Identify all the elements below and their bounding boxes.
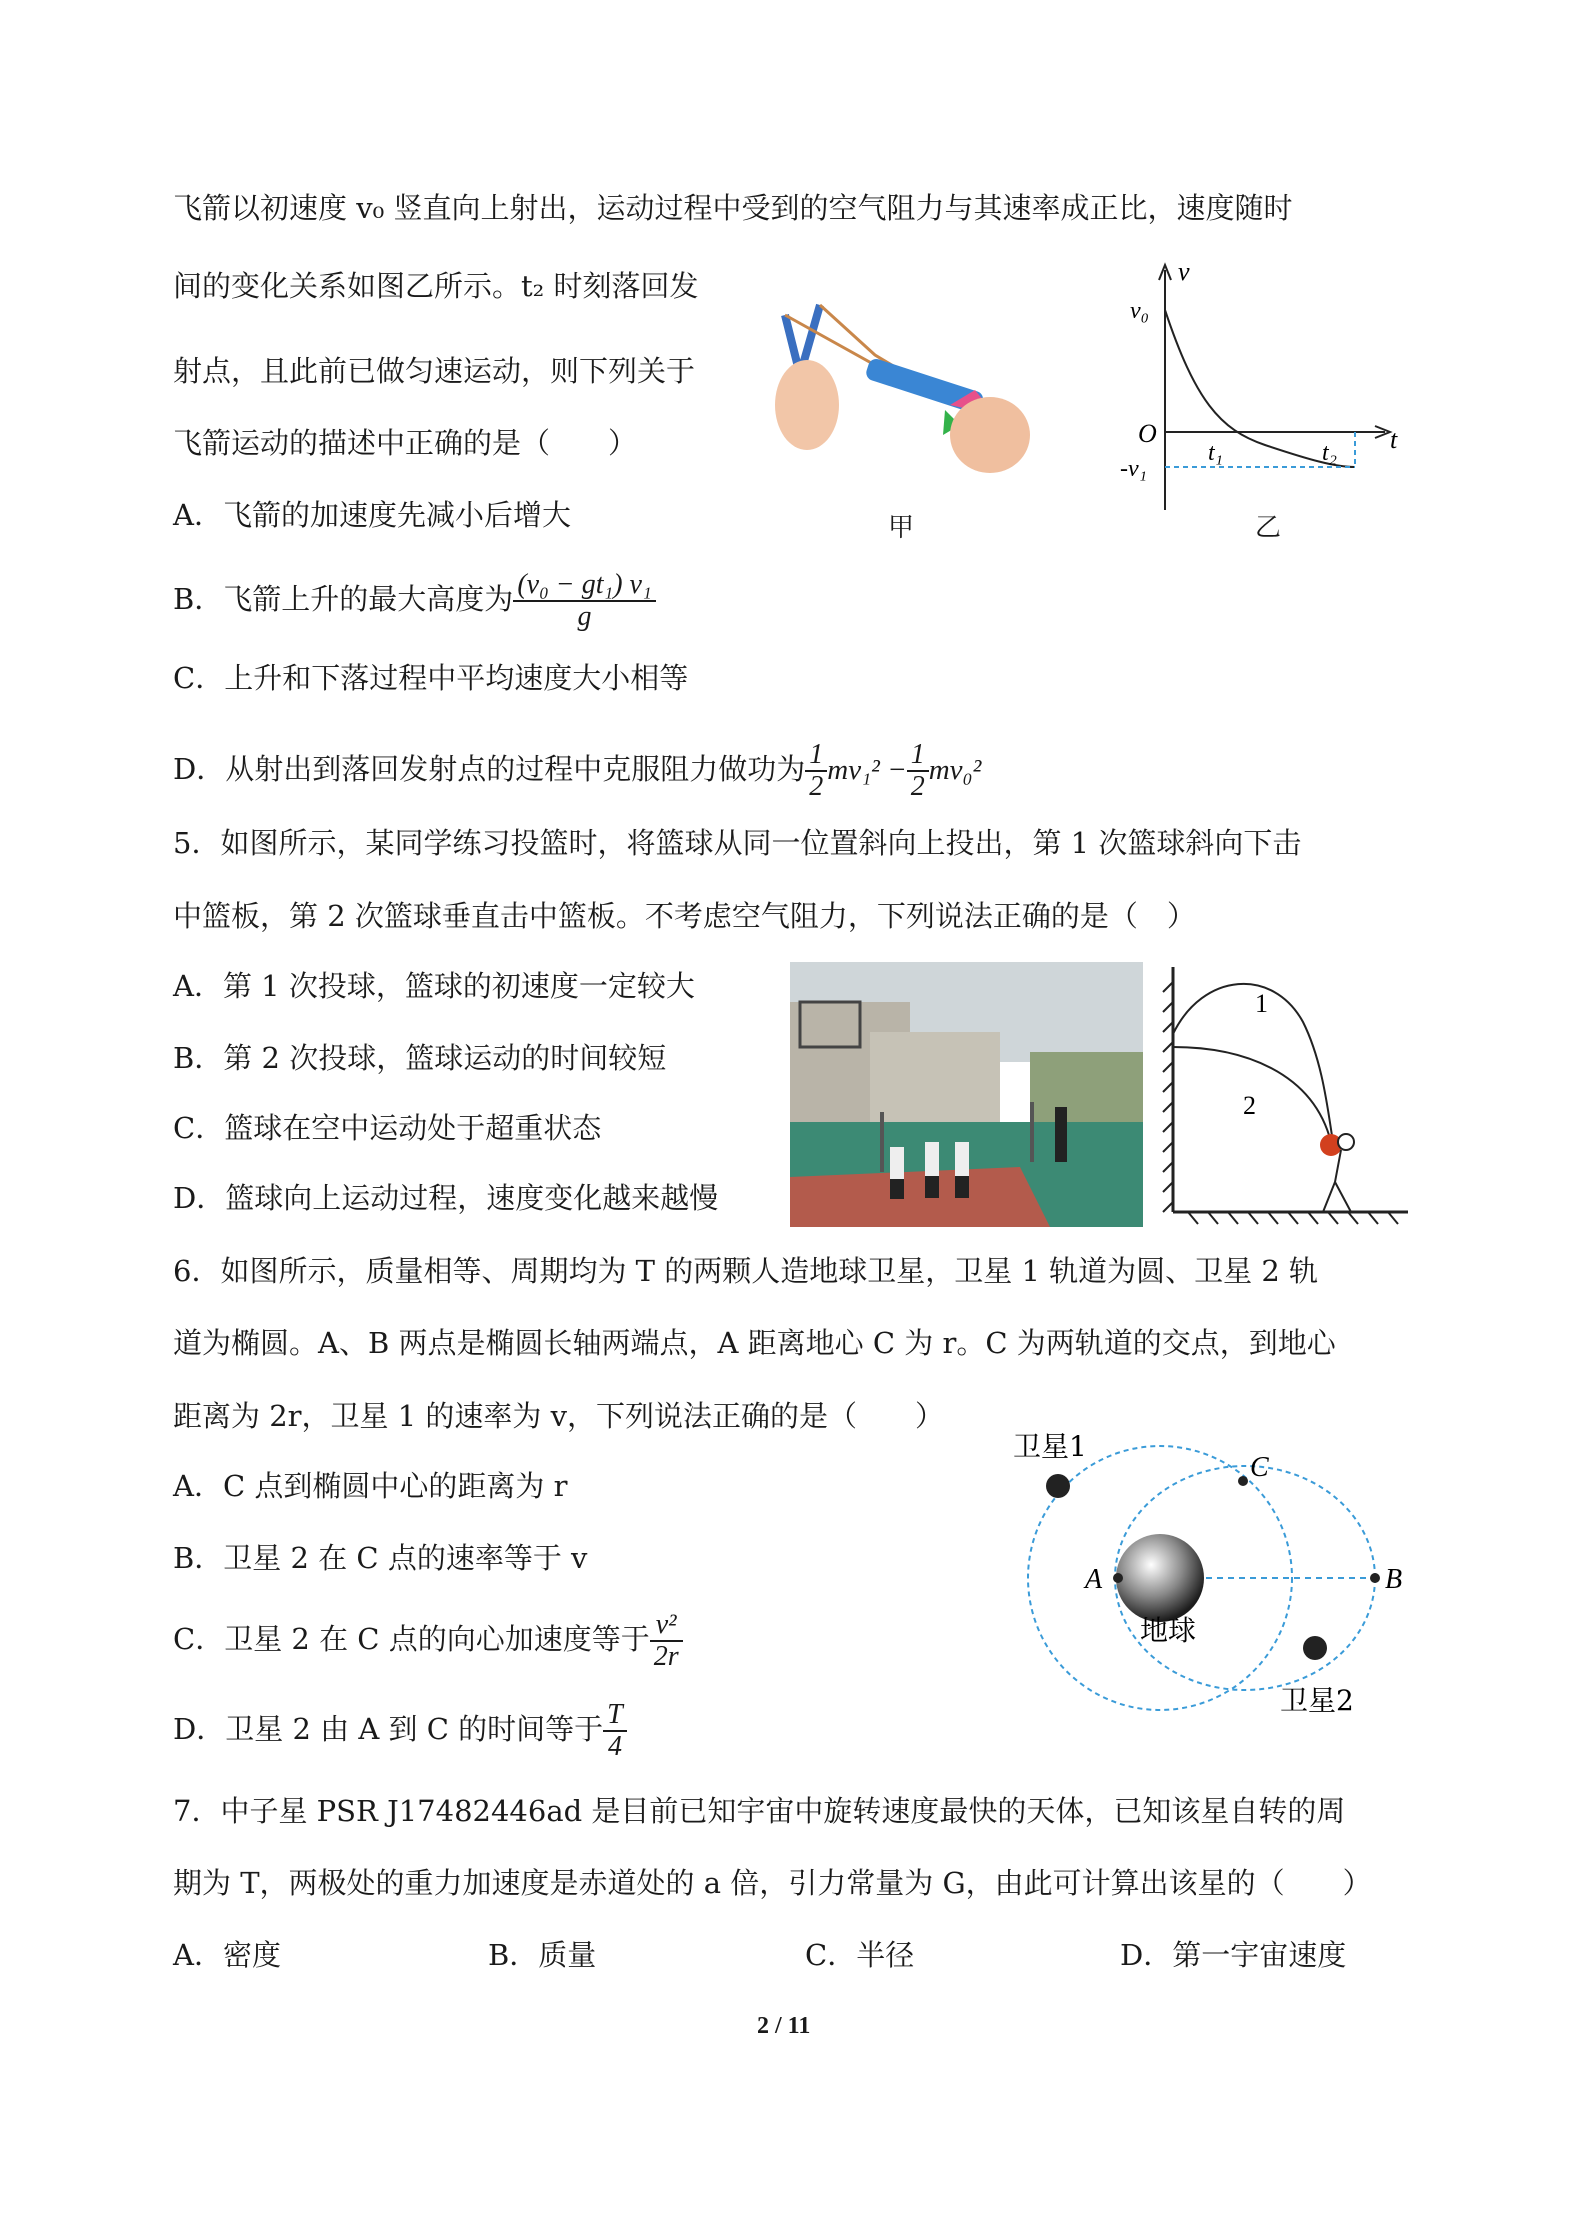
point-b-label: B (1385, 1564, 1403, 1595)
q4-line1: 飞箭以初速度 v₀ 竖直向上射出，运动过程中受到的空气阻力与其速率成正比，速度随时 (173, 191, 1293, 225)
q4-line3: 射点，且此前已做匀速运动，则下列关于 (173, 354, 696, 388)
t-axis-label: t (1390, 425, 1398, 454)
point-c-label: C (1250, 1452, 1269, 1483)
q6-option-c: C．卫星 2 在 C 点的向心加速度等于 $\frac{\text{v²}}{2r}$ (173, 1610, 683, 1672)
q4-option-d: D．从射出到落回发射点的过程中克服阻力做功为 $\frac{1}{2}$ mv₁² − $\frac{1}{2}$ mv₀² (173, 739, 982, 802)
q6-option-b: B．卫星 2 在 C 点的速率等于 v (173, 1541, 588, 1575)
q6-option-a: A．C 点到椭圆中心的距离为 r (173, 1469, 568, 1503)
fraction: $\frac{1}{2}$ (805, 740, 827, 802)
t2-label: t₂ (1322, 440, 1338, 466)
q5-line2: 中篮板，第 2 次篮球垂直击中篮板。不考虑空气阻力，下列说法正确的是（ ） (173, 899, 1196, 933)
q7-option-c: C．半径 (805, 1938, 915, 1972)
figure-label-jia: 甲 (888, 513, 915, 543)
orbit-diagram (1010, 1418, 1430, 1718)
q5-option-c: C．篮球在空中运动处于超重状态 (173, 1111, 602, 1145)
q4-line2: 间的变化关系如图乙所示。t₂ 时刻落回发 (173, 269, 699, 303)
q5-option-b: B．第 2 次投球，篮球运动的时间较短 (173, 1041, 667, 1075)
q4-option-b: B．飞箭上升的最大高度为 $\frac{\text{(v₀ − gt₁) v₁}}{g}$ (173, 570, 656, 632)
q6-line2: 道为椭圆。A、B 两点是椭圆长轴两端点，A 距离地心 C 为 r。C 为两轨道的交点，到地心 (173, 1326, 1336, 1360)
page-number: 2 / 11 (757, 2013, 811, 2039)
fraction: $\frac{1}{2}$ (907, 740, 929, 802)
q4-line4: 飞箭运动的描述中正确的是（ ） (173, 426, 638, 460)
q4-option-c: C．上升和下落过程中平均速度大小相等 (173, 661, 689, 695)
origin-label: O (1138, 419, 1157, 448)
neg-v1-label: -v₁ (1120, 456, 1147, 482)
earth-label: 地球 (1140, 1614, 1197, 1647)
path-2-label: 2 (1243, 1091, 1256, 1120)
q5-option-d: D．篮球向上运动过程，速度变化越来越慢 (173, 1181, 719, 1215)
q7-option-b: B．质量 (488, 1938, 597, 1972)
point-a-label: A (1085, 1564, 1103, 1595)
q6-option-d: D．卫星 2 由 A 到 C 的时间等于 $\frac{T}{4}$ (173, 1700, 627, 1762)
slingshot-image (765, 285, 1045, 495)
satellite-1-label: 卫星1 (1013, 1430, 1087, 1463)
q7-line2: 期为 T，两极处的重力加速度是赤道处的 a 倍，引力常量为 G，由此可计算出该星的（ ） (173, 1866, 1372, 1900)
vt-graph (1100, 257, 1420, 520)
fraction: $\frac{T}{4}$ (603, 1700, 627, 1762)
fraction: $\frac{\text{v²}}{2r}$ (650, 1610, 683, 1672)
v0-label: v₀ (1130, 298, 1149, 324)
q4-option-a: A．飞箭的加速度先减小后增大 (173, 498, 571, 532)
q5-line1: 5．如图所示，某同学练习投篮时，将篮球从同一位置斜向上投出，第 1 次篮球斜向下击 (173, 826, 1302, 860)
path-1-label: 1 (1255, 989, 1268, 1018)
trajectory-diagram (1163, 962, 1423, 1232)
v-axis-label: v (1178, 257, 1190, 286)
t1-label: t₁ (1208, 440, 1224, 466)
q7-option-a: A．密度 (173, 1938, 281, 1972)
q6-line3: 距离为 2r，卫星 1 的速率为 v，下列说法正确的是（ ） (173, 1399, 945, 1433)
q6-line1: 6．如图所示，质量相等、周期均为 T 的两颗人造地球卫星，卫星 1 轨道为圆、卫星 2 轨 (173, 1254, 1319, 1288)
basketball-photo (790, 962, 1143, 1227)
figure-label-yi: 乙 (1255, 513, 1282, 543)
fraction: $\frac{\text{(v₀ − gt₁) v₁}}{g}$ (513, 570, 655, 632)
q7-line1: 7．中子星 PSR J17482446ad 是目前已知宇宙中旋转速度最快的天体，已知该星自转的周 (173, 1794, 1346, 1828)
q5-option-a: A．第 1 次投球，篮球的初速度一定较大 (173, 969, 695, 1003)
satellite-2-label: 卫星2 (1280, 1684, 1354, 1717)
q7-option-d: D．第一宇宙速度 (1120, 1938, 1347, 1972)
